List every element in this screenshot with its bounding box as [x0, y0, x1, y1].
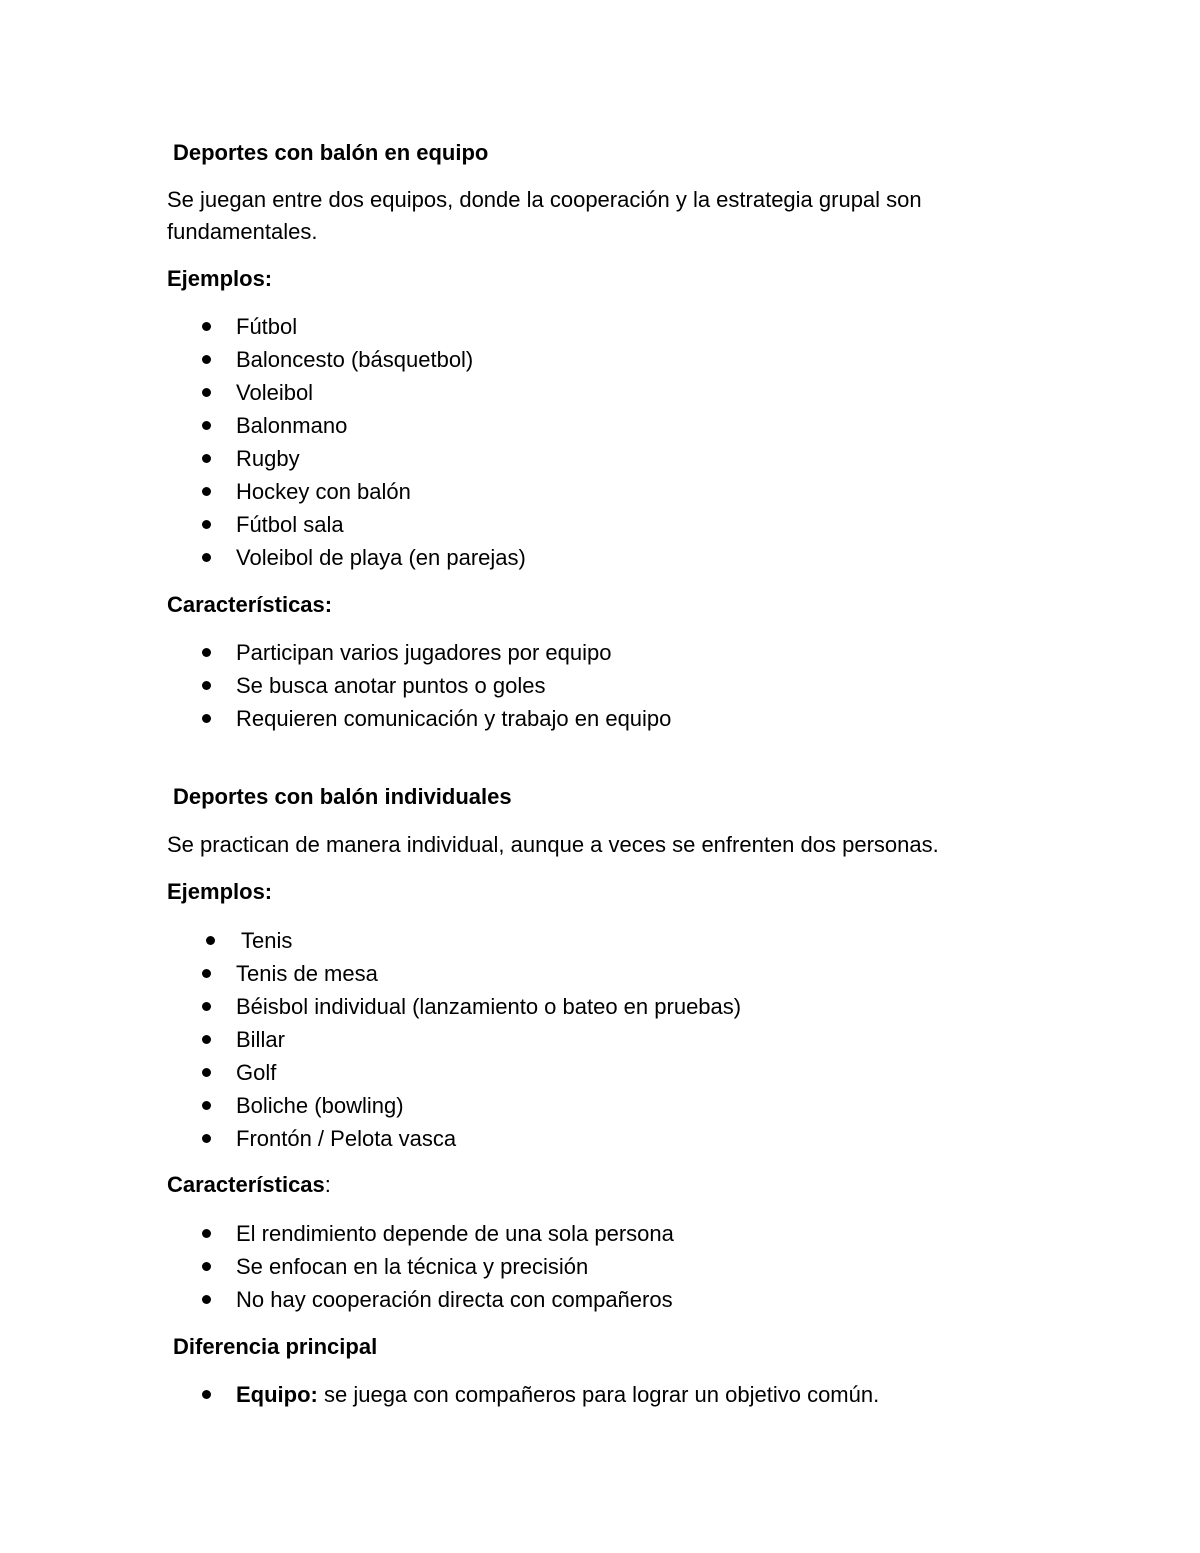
list-item	[167, 957, 741, 990]
list-item-text: Béisbol individual (lanzamiento o bateo en pruebas)	[236, 994, 742, 1019]
list-item	[167, 508, 526, 541]
list-item	[167, 1056, 741, 1089]
bullet-icon	[202, 1262, 211, 1271]
difference-term: Equipo:	[236, 1382, 318, 1407]
bullet-icon	[202, 388, 211, 397]
list-item-text: Requieren comunicación y trabajo en equipo	[236, 706, 672, 731]
list-item-text: Fútbol sala	[236, 512, 344, 537]
features-label-suffix: :	[324, 1172, 331, 1197]
features-label	[167, 1169, 331, 1201]
examples-label: Ejemplos:	[167, 879, 273, 904]
bullet-icon	[202, 1035, 211, 1044]
features-list	[167, 1217, 674, 1316]
bullet-icon	[202, 1002, 211, 1011]
bullet-icon	[202, 681, 211, 690]
examples-label: Ejemplos:	[167, 266, 273, 291]
list-item-text: Se busca anotar puntos o goles	[236, 673, 546, 698]
list-item	[167, 1122, 741, 1155]
list-item	[167, 376, 526, 409]
difference-text: se juega con compañeros para lograr un objetivo común.	[317, 1382, 880, 1407]
examples-list	[167, 924, 741, 1155]
bullet-icon	[202, 714, 211, 723]
bullet-icon	[202, 487, 211, 496]
list-item	[167, 1378, 879, 1411]
list-item	[167, 1250, 674, 1283]
list-item	[167, 1023, 741, 1056]
bullet-icon	[202, 355, 211, 364]
list-item-text: Golf	[236, 1060, 277, 1085]
bullet-icon	[202, 648, 211, 657]
bullet-icon	[202, 322, 211, 331]
list-item-text: Tenis de mesa	[236, 961, 378, 986]
bullet-icon	[202, 454, 211, 463]
list-item	[167, 541, 526, 574]
section-title: Deportes con balón en equipo	[173, 140, 489, 165]
bullet-icon	[202, 520, 211, 529]
list-item-text: Rugby	[236, 446, 300, 471]
difference-list	[167, 1378, 879, 1411]
list-item-text: Frontón / Pelota vasca	[236, 1126, 457, 1151]
bullet-icon	[202, 1229, 211, 1238]
list-item-text: Se enfocan en la técnica y precisión	[236, 1254, 589, 1279]
list-item-text: Baloncesto (básquetbol)	[236, 347, 474, 372]
list-item	[167, 636, 671, 669]
list-item	[167, 669, 671, 702]
list-item	[167, 310, 526, 343]
bullet-icon	[202, 1390, 211, 1399]
examples-list	[167, 310, 526, 574]
features-label: Características:	[167, 592, 333, 617]
list-item	[167, 702, 671, 735]
list-item-text: Fútbol	[236, 314, 298, 339]
section-description: Se juegan entre dos equipos, donde la cooperación y la estrategia grupal son fundamentales.	[167, 187, 922, 244]
bullet-icon	[206, 936, 215, 945]
bullet-icon	[202, 1101, 211, 1110]
bullet-icon	[202, 553, 211, 562]
list-item-text: Voleibol	[236, 380, 314, 405]
list-item-text: El rendimiento depende de una sola persona	[236, 1221, 674, 1246]
list-item-text: Participan varios jugadores por equipo	[236, 640, 612, 665]
list-item-text: Boliche (bowling)	[236, 1093, 404, 1118]
bullet-icon	[202, 969, 211, 978]
difference-title: Diferencia principal	[173, 1334, 378, 1359]
list-item-text: Balonmano	[236, 413, 348, 438]
list-item	[167, 1089, 741, 1122]
list-item	[167, 1283, 674, 1316]
bullet-icon	[202, 421, 211, 430]
list-item	[167, 924, 741, 957]
features-list	[167, 636, 671, 735]
bullet-icon	[202, 1134, 211, 1143]
list-item-text: Tenis	[241, 928, 293, 953]
list-item	[167, 1217, 674, 1250]
list-item	[167, 990, 741, 1023]
section-title: Deportes con balón individuales	[173, 784, 512, 809]
list-item	[167, 442, 526, 475]
features-label-text: Características	[167, 1172, 325, 1197]
list-item	[167, 409, 526, 442]
bullet-icon	[202, 1068, 211, 1077]
list-item-text: No hay cooperación directa con compañeros	[236, 1287, 673, 1312]
list-item-text: Billar	[236, 1027, 285, 1052]
bullet-icon	[202, 1295, 211, 1304]
list-item	[167, 343, 526, 376]
list-item-text: Voleibol de playa (en parejas)	[236, 545, 526, 570]
section-description: Se practican de manera individual, aunque a veces se enfrenten dos personas.	[167, 832, 939, 857]
list-item-text: Hockey con balón	[236, 479, 411, 504]
list-item	[167, 475, 526, 508]
